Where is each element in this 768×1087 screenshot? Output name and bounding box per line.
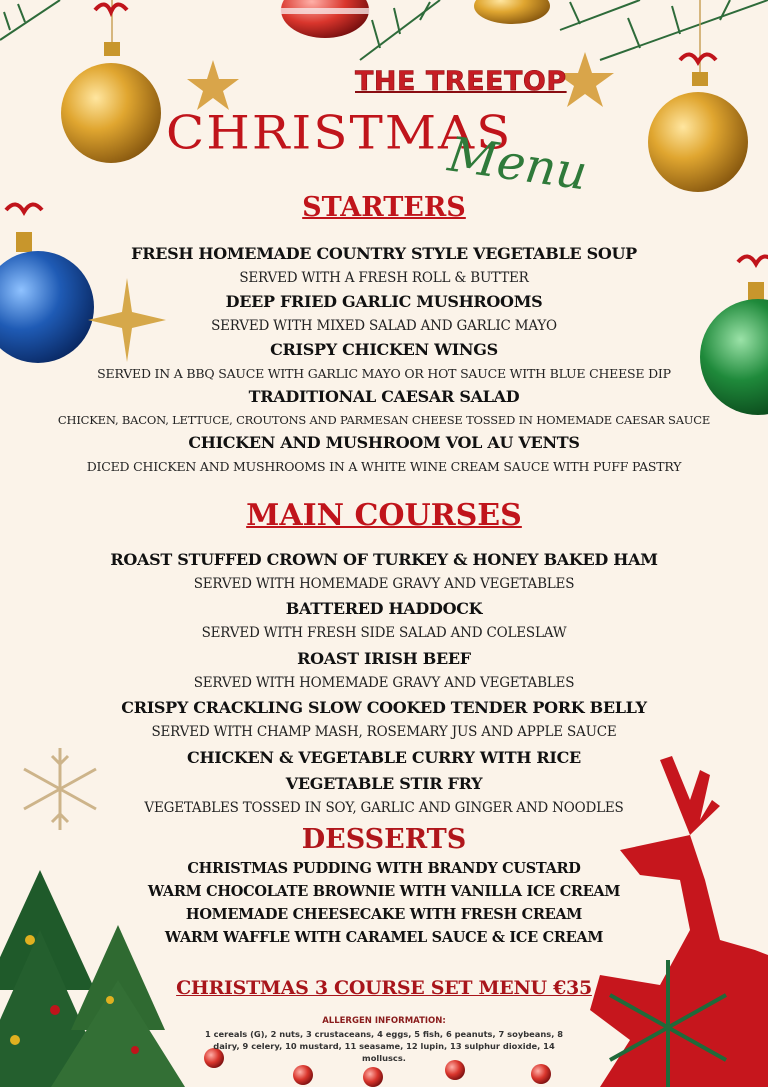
starter-item: FRESH HOMEMADE COUNTRY STYLE VEGETABLE SOUP	[131, 244, 637, 263]
starter-desc: DICED CHICKEN AND MUSHROOMS IN A WHITE WINE CREAM SAUCE WITH PUFF PASTRY	[86, 459, 682, 474]
set-menu-price: CHRISTMAS 3 COURSE SET MENU €35	[176, 977, 592, 999]
desserts-heading: DESSERTS	[301, 824, 467, 855]
starter-item: CRISPY CHICKEN WINGS	[270, 340, 498, 359]
mains-heading: MAIN COURSES	[246, 498, 522, 533]
allergen-heading: ALLERGEN INFORMATION:	[322, 1016, 446, 1026]
main-item: CRISPY CRACKLING SLOW COOKED TENDER PORK BELLY	[121, 698, 647, 717]
menu-script-title: Menu	[444, 126, 591, 202]
page-title: CHRISTMAS	[166, 106, 513, 160]
starter-desc: SERVED WITH MIXED SALAD AND GARLIC MAYO	[211, 318, 557, 334]
main-item: ROAST STUFFED CROWN OF TURKEY & HONEY BAKED HAM	[110, 550, 658, 569]
allergen-line: molluscs.	[362, 1053, 406, 1063]
allergen-line: dairy, 9 celery, 10 mustard, 11 seasame, 12 lupin, 13 sulphur dioxide, 14	[213, 1041, 555, 1051]
dessert-item: WARM CHOCOLATE BROWNIE WITH VANILLA ICE CREAM	[147, 883, 621, 900]
main-desc: VEGETABLES TOSSED IN SOY, GARLIC AND GINGER AND NOODLES	[144, 800, 624, 816]
starters-heading: STARTERS	[302, 192, 466, 223]
main-desc: SERVED WITH HOMEMADE GRAVY AND VEGETABLES	[193, 675, 575, 691]
main-desc: SERVED WITH FRESH SIDE SALAD AND COLESLAW	[201, 625, 567, 641]
starter-desc: SERVED IN A BBQ SAUCE WITH GARLIC MAYO OR HOT SAUCE WITH BLUE CHEESE DIP	[97, 366, 671, 381]
starter-desc: CHICKEN, BACON, LETTUCE, CROUTONS AND PARMESAN CHEESE TOSSED IN HOMEMADE CAESAR SAUCE	[57, 413, 711, 427]
main-item: ROAST IRISH BEEF	[297, 649, 471, 668]
starter-item: CHICKEN AND MUSHROOM VOL AU VENTS	[188, 433, 580, 452]
restaurant-name: THE TREETOP	[355, 66, 567, 97]
main-item: CHICKEN & VEGETABLE CURRY WITH RICE	[187, 748, 581, 767]
dessert-item: HOMEMADE CHEESECAKE WITH FRESH CREAM	[185, 906, 583, 923]
starter-item: TRADITIONAL CAESAR SALAD	[248, 387, 520, 406]
main-desc: SERVED WITH CHAMP MASH, ROSEMARY JUS AND APPLE SAUCE	[151, 724, 617, 740]
allergen-line: 1 cereals (G), 2 nuts, 3 crustaceans, 4 eggs, 5 fish, 6 peanuts, 7 soybeans, 8	[204, 1029, 564, 1039]
main-desc: SERVED WITH HOMEMADE GRAVY AND VEGETABLES	[193, 576, 575, 592]
starter-desc: SERVED WITH A FRESH ROLL & BUTTER	[239, 270, 529, 286]
dessert-item: WARM WAFFLE WITH CARAMEL SAUCE & ICE CREAM	[164, 929, 604, 946]
main-item: BATTERED HADDOCK	[285, 599, 483, 618]
dessert-item: CHRISTMAS PUDDING WITH BRANDY CUSTARD	[187, 860, 581, 877]
main-item: VEGETABLE STIR FRY	[285, 774, 483, 793]
starter-item: DEEP FRIED GARLIC MUSHROOMS	[225, 292, 543, 311]
